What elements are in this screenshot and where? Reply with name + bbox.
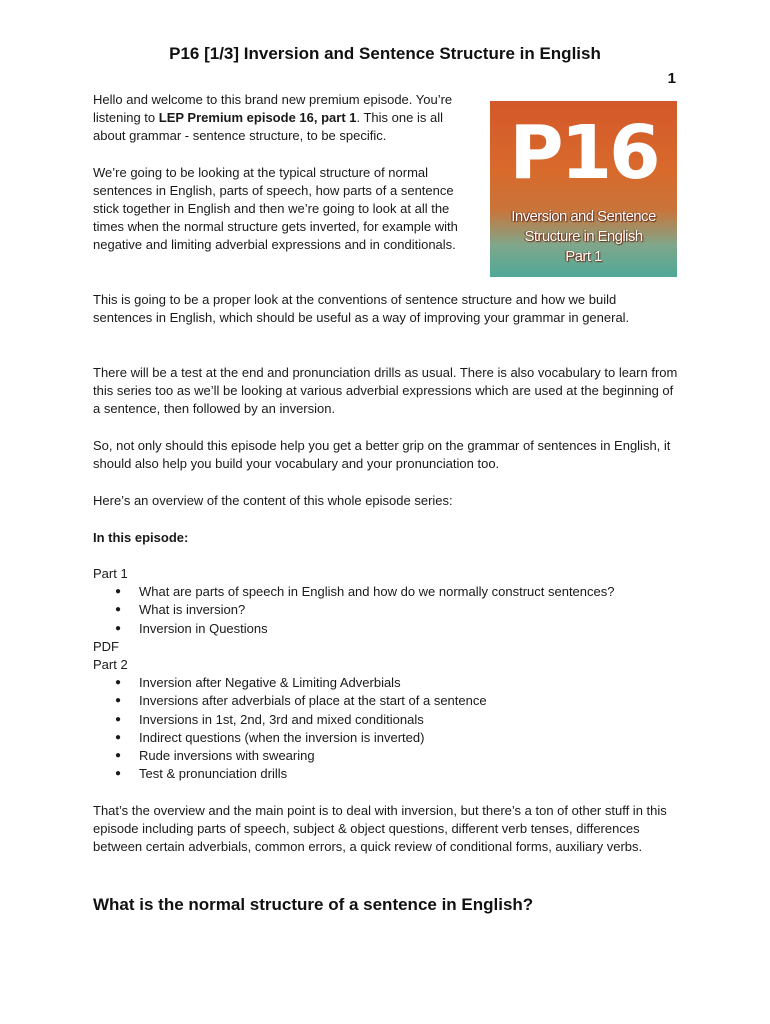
list-item: ● Inversion after Negative & Limiting Adverbials — [93, 674, 678, 692]
in-this-episode-label: In this episode: — [93, 530, 189, 545]
intro-paragraph-2: We’re going to be looking at the typical structure of normal sentences in English, parts of speech, how parts of a sentence stick together in English and then we’re going to look at all the times when the normal structure gets inverted, for example with negative and limiting adverbial expressions and in conditionals. — [93, 164, 458, 253]
paragraph-grip: So, not only should this episode help you get a better grip on the grammar of sentences in English, it should also help you build your vocabulary and your pronunciation too. — [93, 438, 671, 472]
list-item: ● What are parts of speech in English and how do we normally construct sentences? — [93, 583, 678, 601]
part-1-items — [93, 583, 678, 638]
list-item: ● Rude inversions with swearing — [93, 747, 678, 765]
intro-paragraph-1 — [93, 91, 478, 146]
bullet-icon: ● — [115, 586, 122, 598]
cover-line-2: Structure in English — [524, 228, 643, 245]
page-number: 1 — [667, 70, 676, 87]
document-title: P16 [1/3] Inversion and Sentence Structure in English — [169, 44, 601, 63]
part-2-items — [93, 674, 678, 783]
list-item: ● Test & pronunciation drills — [93, 765, 678, 783]
part-2-label: Part 2 — [93, 657, 128, 673]
bullet-icon: ● — [115, 677, 122, 689]
bullet-icon: ● — [115, 768, 122, 780]
cover-subtitle — [490, 207, 677, 267]
paragraph-overview-summary: That’s the overview and the main point is to deal with inversion, but there’s a ton of other stuff in this episode including parts of speech, subject & object questions, different verb tenses, differences between certain adverbials, common errors, a quick review of conditional forms, auxiliary verbs. — [93, 803, 667, 855]
list-item: ● Inversions in 1st, 2nd, 3rd and mixed conditionals — [93, 711, 678, 729]
bullet-icon: ● — [115, 604, 122, 616]
section-heading: What is the normal structure of a sentence in English? — [93, 895, 534, 914]
list-item: ● Indirect questions (when the inversion is inverted) — [93, 729, 678, 747]
bullet-icon: ● — [115, 750, 122, 762]
cover-line-1: Inversion and Sentence — [511, 208, 656, 225]
bullet-icon: ● — [115, 713, 122, 725]
paragraph-overview-intro: Here’s an overview of the content of this whole episode series: — [93, 493, 453, 508]
bullet-icon: ● — [115, 695, 122, 707]
cover-big-text: P16 — [509, 110, 658, 196]
list-item: ● Inversion in Questions — [93, 620, 678, 638]
part-1-label: Part 1 — [93, 566, 128, 581]
cover-line-3: Part 1 — [565, 248, 602, 265]
bullet-icon: ● — [115, 622, 122, 634]
episode-cover-image — [490, 101, 677, 277]
paragraph-test-vocab: There will be a test at the end and pronunciation drills as usual. There is also vocabulary to learn from this series too as we’ll be looking at various adverbial expressions which are used at the beginning of a sentence, then followed by an inversion. — [93, 365, 678, 417]
list-item: ● Inversions after adverbials of place at the start of a sentence — [93, 692, 678, 710]
intro-p1-start: Hello and welcome to this brand new premium episode. You’re listening to — [93, 92, 453, 126]
intro-text — [93, 91, 478, 273]
list-item: ● What is inversion? — [93, 601, 678, 619]
episode-name-bold: LEP Premium episode 16, part 1 — [158, 110, 357, 126]
episode-parts-list — [93, 565, 678, 783]
pdf-label: PDF — [93, 638, 119, 654]
paragraph-conventions: This is going to be a proper look at the conventions of sentence structure and how we build sentences in English, which should be useful as a way of improving your grammar in general. — [93, 292, 630, 326]
bullet-icon: ● — [115, 731, 122, 743]
intro-p1-end: . This one is all about grammar - sentence structure, to be specific. — [93, 110, 443, 144]
